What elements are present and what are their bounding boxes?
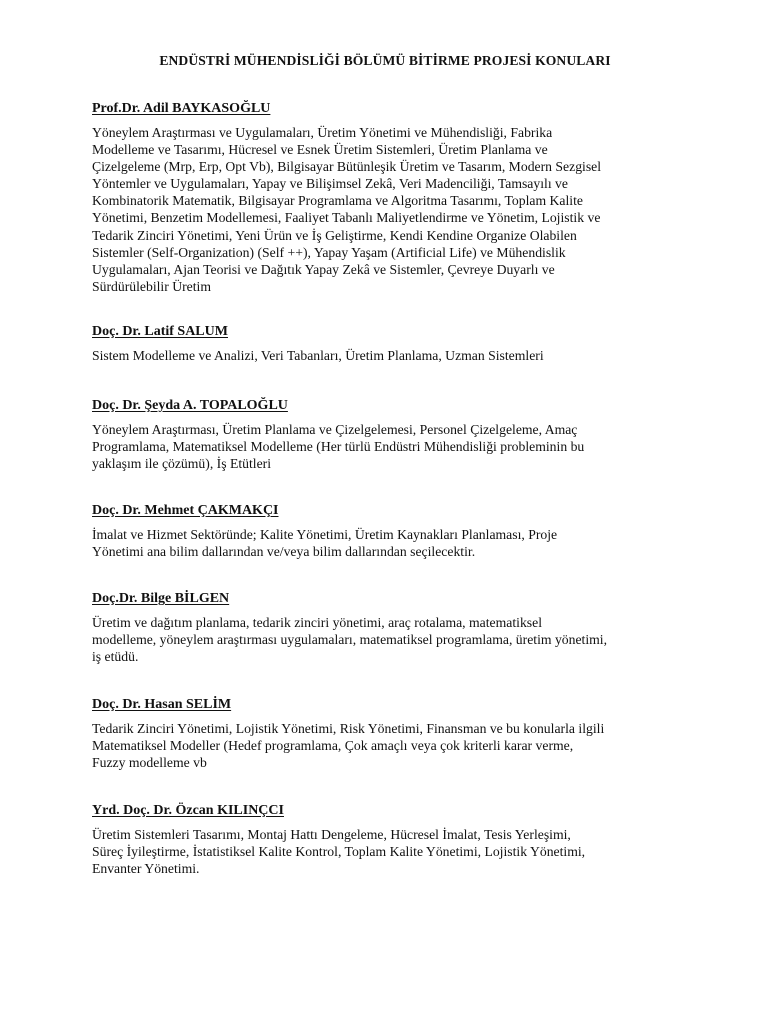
topic-line: yaklaşım ile çözümü), İş Etütleri [92,456,272,472]
topic-line: İmalat ve Hizmet Sektöründe; Kalite Yönetimi, Üretim Kaynakları Planlaması, Proje [92,527,558,542]
topic-line: Üretim ve dağıtım planlama, tedarik zinciri yönetimi, araç rotalama, matematiksel [92,615,542,630]
topic-line: Envanter Yönetimi. [92,861,200,877]
topic-line: Matematiksel Modeller (Hedef programlama, Çok amaçlı veya çok kriterli karar verme, [92,738,574,754]
advisor-topics [92,526,557,560]
topic-line: Tedarik Zinciri Yönetimi, Yeni Ürün ve İş Geliştirme, Kendi Kendine Organize Olabilen [92,227,577,243]
topic-line: Yönetimi ana bilim dallarından ve/veya bilim dallarından seçilecektir. [92,544,476,560]
topic-line: iş etüdü. [92,649,139,665]
topic-line: Sistemler (Self-Organization) (Self ++), Yapay Yaşam (Artificial Life) ve Mühendislik [92,244,566,260]
advisor-name: Doç. Dr. Hasan SELİM [92,697,232,712]
advisor-section [92,502,557,560]
advisor-topics [92,826,585,877]
advisor-name: Doç. Dr. Latif SALUM [92,324,228,339]
topic-line: Kombinatorik Matematik, Bilgisayar Programlama ve Algoritma Tasarımı, Toplam Kalite [92,193,583,209]
topic-line: Programlama, Matematiksel Modelleme (Her türlü Endüstri Mühendisliği probleminin bu [92,439,585,455]
topic-line: Üretim Sistemleri Tasarımı, Montaj Hattı Dengeleme, Hücresel İmalat, Tesis Yerleşimi, [92,827,571,842]
advisor-name: Prof.Dr. Adil BAYKASOĞLU [92,101,271,116]
advisor-section [92,590,607,665]
topic-line: Tedarik Zinciri Yönetimi, Lojistik Yönetimi, Risk Yönetimi, Finansman ve bu konularla ilgili [92,721,605,736]
topic-line: Yöneylem Araştırması ve Uygulamaları, Üretim Yönetimi ve Mühendisliği, Fabrika [92,125,553,140]
topic-line: Fuzzy modelleme vb [92,755,207,771]
advisor-name: Doç. Dr. Şeyda A. TOPALOĞLU [92,398,288,413]
advisor-topics [92,421,584,472]
advisor-section [92,802,585,877]
advisor-section [92,696,604,771]
advisor-section [92,100,601,295]
topic-line: Modelleme ve Tasarımı, Hücresel ve Esnek Üretim Sistemleri, Üretim Planlama ve [92,142,548,158]
advisor-topics [92,614,607,665]
topic-line: Sistem Modelleme ve Analizi, Veri Tabanları, Üretim Planlama, Uzman Sistemleri [92,348,544,363]
topic-line: Süreç İyileştirme, İstatistiksel Kalite Kontrol, Toplam Kalite Yönetimi, Lojistik Yönetimi, [92,844,586,860]
advisor-name: Doç.Dr. Bilge BİLGEN [92,591,230,606]
document-title: ENDÜSTRİ MÜHENDİSLİĞİ BÖLÜMÜ BİTİRME PROJESİ KONULARI [159,53,611,68]
advisor-topics [92,347,544,364]
advisor-section [92,397,584,472]
advisor-topics [92,720,604,771]
topic-line: modelleme, yöneylem araştırması uygulamaları, matematiksel programlama, üretim yönetimi, [92,632,608,648]
advisor-name: Doç. Dr. Mehmet ÇAKMAKÇI [92,503,279,518]
advisor-topics [92,124,601,295]
advisor-name: Yrd. Doç. Dr. Özcan KILINÇCI [92,803,284,818]
topic-line: Yönetimi, Benzetim Modellemesi, Faaliyet Tabanlı Maliyetlendirme ve Yönetim, Lojistik ve [92,210,601,226]
topic-line: Çizelgeleme (Mrp, Erp, Opt Vb), Bilgisayar Bütünleşik Üretim ve Tasarım, Modern Sezgisel [92,159,602,175]
topic-line: Yöneylem Araştırması, Üretim Planlama ve Çizelgelemesi, Personel Çizelgeleme, Amaç [92,422,578,437]
advisor-section [92,323,544,364]
topic-line: Uygulamaları, Ajan Teorisi ve Dağıtık Yapay Zekâ ve Sistemler, Çevreye Duyarlı ve [92,261,555,277]
topic-line: Yöntemler ve Uygulamaları, Yapay ve Bilişimsel Zekâ, Veri Madenciliği, Tamsayılı ve [92,176,568,192]
topic-line: Sürdürülebilir Üretim [92,278,211,294]
